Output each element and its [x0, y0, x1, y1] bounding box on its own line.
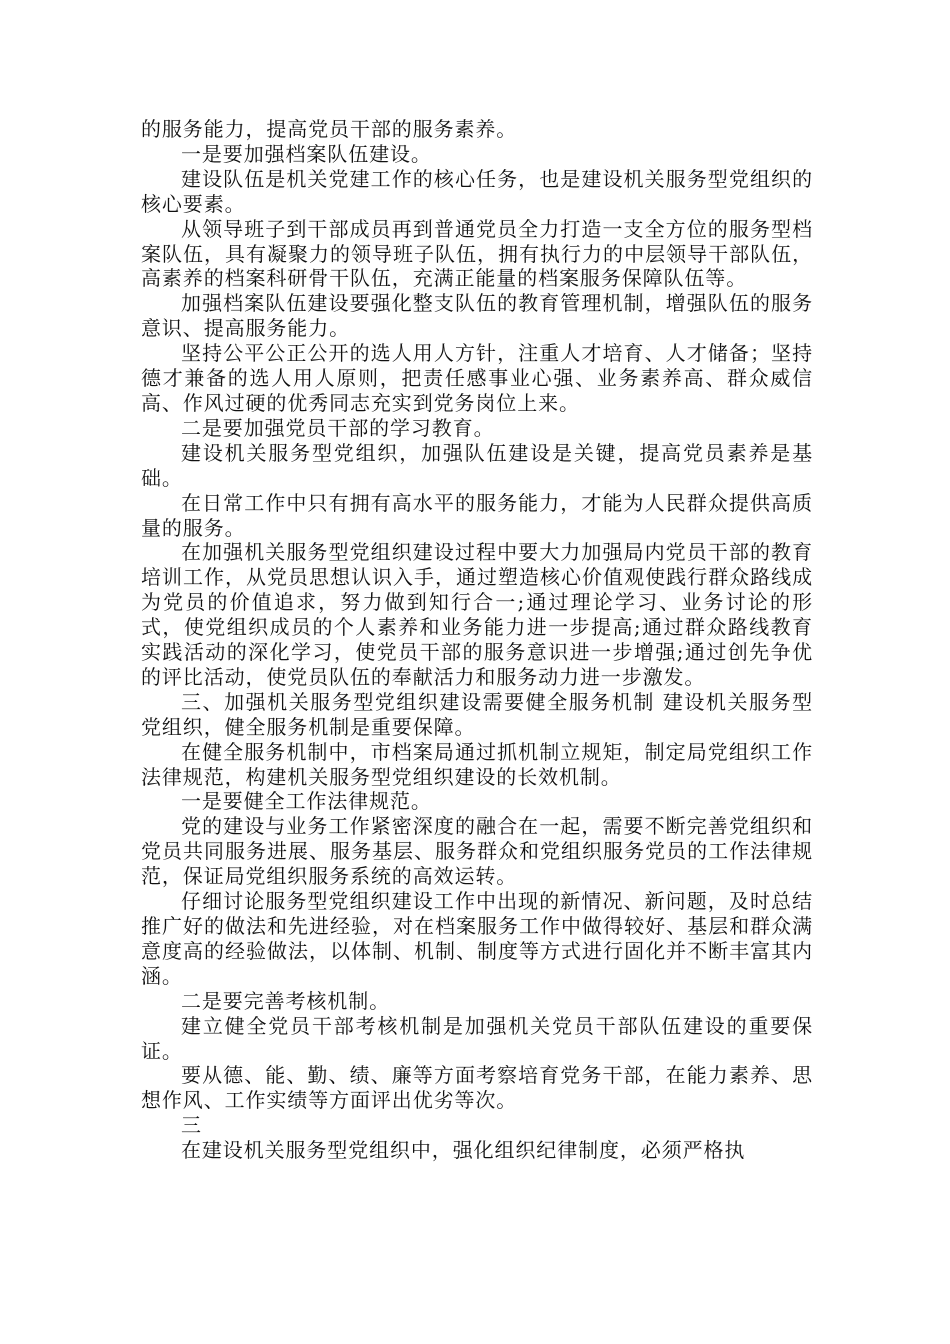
paragraph: 加强档案队伍建设要强化整支队伍的教育管理机制，增强队伍的服务意识、提高服务能力。	[141, 291, 813, 341]
paragraph: 从领导班子到干部成员再到普通党员全力打造一支全方位的服务型档案队伍，具有凝聚力的领导班子队伍，拥有执行力的中层领导干部队伍，高素养的档案科研骨干队伍，充满正能量的档案服务保障队伍等。	[141, 216, 813, 291]
paragraph: 要从德、能、勤、绩、廉等方面考察培育党务干部，在能力素养、思想作风、工作实绩等方面评出优劣等次。	[141, 1063, 813, 1113]
paragraph: 党的建设与业务工作紧密深度的融合在一起，需要不断完善党组织和党员共同服务进展、服务基层、服务群众和党组织服务党员的工作法律规范，保证局党组织服务系统的高效运转。	[141, 814, 813, 889]
paragraph: 建立健全党员干部考核机制是加强机关党员干部队伍建设的重要保证。	[141, 1013, 813, 1063]
paragraph: 二是要完善考核机制。	[181, 988, 390, 1013]
paragraph: 建设机关服务型党组织，加强队伍建设是关键，提高党员素养是基础。	[141, 440, 813, 490]
paragraph: 坚持公平公正公开的选人用人方针，注重人才培育、人才储备；坚持德才兼备的选人用人原则，把责任感事业心强、业务素养高、群众威信高、作风过硬的优秀同志充实到党务岗位上来。	[141, 341, 813, 415]
paragraph: 三、加强机关服务型党组织建设需要健全服务机制 建设机关服务型党组织，健全服务机制是重要保障。	[141, 689, 813, 739]
paragraph: 建设队伍是机关党建工作的核心任务，也是建设机关服务型党组织的核心要素。	[141, 166, 813, 216]
paragraph: 一是要加强档案队伍建设。	[181, 141, 432, 166]
paragraph: 仔细讨论服务型党组织建设工作中出现的新情况、新问题，及时总结推广好的做法和先进经验，对在档案服务工作中做得较好、基层和群众满意度高的经验做法，以体制、机制、制度等方式进行固化并不断丰富其内涵。	[141, 889, 813, 988]
paragraph: 的服务能力，提高党员干部的服务素养。	[141, 117, 518, 141]
paragraph: 二是要加强党员干部的学习教育。	[181, 415, 495, 440]
paragraph: 在建设机关服务型党组织中，强化组织纪律制度，必须严格执	[181, 1138, 746, 1163]
paragraph: 在日常工作中只有拥有高水平的服务能力，才能为人民群众提供高质量的服务。	[141, 490, 813, 540]
paragraph: 在加强机关服务型党组织建设过程中要大力加强局内党员干部的教育培训工作，从党员思想认识入手，通过塑造核心价值观使践行群众路线成为党员的价值追求，努力做到知行合一;通过理论学习、业务讨论的形式，使党组织成员的个人素养和业务能力进一步提高;通过群众路线教育实践活动的深化学习，使党员干部的服务意识进一步增强;通过创先争优的评比活动，使党员队伍的奉献活力和服务动力进一步激发。	[141, 540, 813, 689]
paragraph: 一是要健全工作法律规范。	[181, 789, 432, 814]
paragraph: 三	[181, 1113, 202, 1138]
paragraph: 在健全服务机制中，市档案局通过抓机制立规矩，制定局党组织工作法律规范，构建机关服务型党组织建设的长效机制。	[141, 739, 813, 789]
document-body	[141, 117, 813, 1163]
